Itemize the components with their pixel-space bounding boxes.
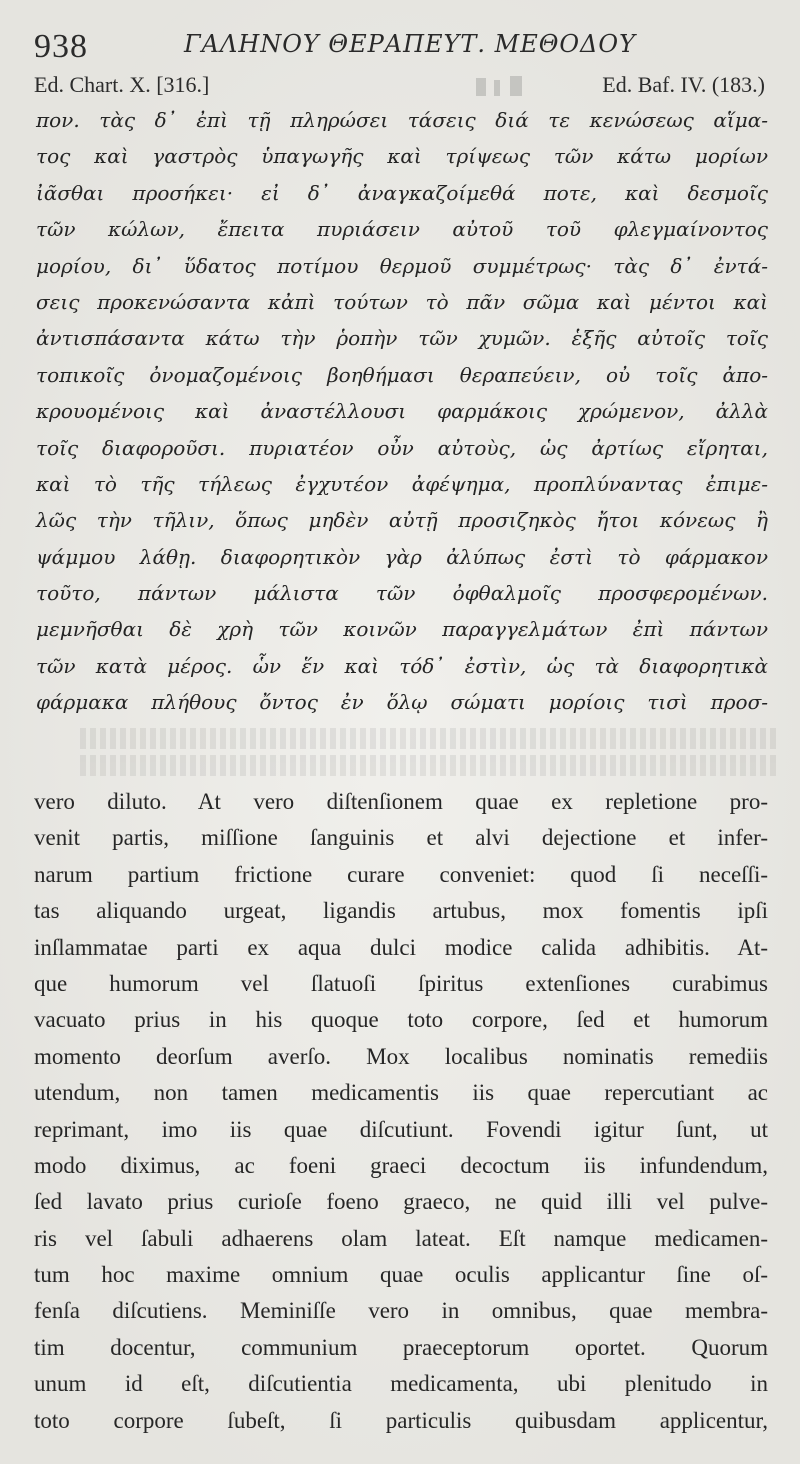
- bleed-through-text: [80, 722, 780, 782]
- latin-line: vero diluto. At vero diſtenſionem quae ex repletione pro-: [34, 789, 768, 814]
- latin-line: reprimant, imo iis quae diſcutiunt. Fovendi igitur ſunt, ut: [34, 1116, 768, 1142]
- greek-line: τοῦτο, πάντων μάλιστα τῶν ὀφθαλμοῖς προσφερομένων.: [36, 581, 768, 606]
- greek-line: καὶ τὸ τῆς τήλεως ἐγχυτέον ἀφέψημα, προπλύναντας ἐπιμε-: [36, 471, 768, 496]
- latin-line: modo diximus, ac foeni graeci decoctum iis infundendum,: [34, 1152, 768, 1178]
- latin-line: momento deorſum averſo. Mox localibus nominatis remediis: [34, 1043, 768, 1069]
- latin-line: ris vel ſabuli adhaerens olam lateat. Eſt namque medicamen-: [34, 1225, 768, 1251]
- latin-text-block: [34, 784, 768, 1439]
- latin-line: inſlammatae parti ex aqua dulci modice calida adhibitis. At-: [34, 934, 768, 960]
- greek-text-block: [36, 102, 768, 721]
- running-head: ΓΑΛΗΝΟΥ ΘΕΡΑΠΕΥΤ. ΜΕΘΟΔΟΥ: [184, 30, 636, 58]
- latin-line: tim docentur, communium praeceptorum oportet. Quorum: [34, 1334, 768, 1360]
- page-header: [0, 0, 800, 110]
- latin-line: toto corpore ſubeſt, ſi particulis quibusdam applicentur,: [34, 1407, 768, 1433]
- greek-line: ἰᾶσθαι προσήκει· εἰ δ᾽ ἀναγκαζοίμεθά ποτε, καὶ δεσμοῖς: [36, 180, 768, 205]
- latin-line: utendum, non tamen medicamentis iis quae repercutiant ac: [34, 1080, 768, 1106]
- greek-line: κρουομένοις καὶ ἀναστέλλουσι φαρμάκοις χρώμενον, ἀλλὰ: [36, 399, 768, 424]
- greek-line: πον. τὰς δ᾽ ἐπὶ τῇ πληρώσει τάσεις διά τε κενώσεως αἵμα-: [36, 108, 768, 132]
- greek-line: φάρμακα πλήθους ὄντος ἐν ὅλῳ σώματι μορίοις τισὶ προσ-: [36, 690, 768, 715]
- greek-line: λῶς τὴν τῆλιν, ὅπως μηδὲν αὐτῇ προσιζηκὸς ἤτοι κόνεως ἢ: [36, 508, 768, 533]
- latin-line: ſed lavato prius curioſe foeno graeco, ne quid illi vel pulve-: [34, 1189, 768, 1215]
- page-number: 938: [34, 28, 88, 65]
- greek-line: ψάμμου λάθῃ. διαφορητικὸν γὰρ ἀλύπως ἐστὶ τὸ φάρμακον: [36, 544, 768, 569]
- latin-line: venit partis, miſſione ſanguinis et alvi dejectione et infer-: [34, 825, 768, 851]
- greek-line: τῶν κατὰ μέρος. ὧν ἕν καὶ τόδ᾽ ἐστὶν, ὡς τὰ διαφορητικὰ: [36, 653, 768, 678]
- latin-line: tas aliquando urgeat, ligandis artubus, mox fomentis ipſi: [34, 898, 768, 924]
- latin-line: narum partium frictione curare conveniet: quod ſi neceſſi-: [34, 861, 768, 887]
- bleed-through-line: [80, 728, 780, 749]
- greek-line: μορίου, δι᾽ ὕδατος ποτίμου θερμοῦ συμμέτρως· τὰς δ᾽ ἐντά-: [36, 253, 768, 278]
- bleed-through-line: [80, 755, 780, 776]
- greek-line: τοπικοῖς ὀνομαζομένοις βοηθήμασι θεραπεύειν, οὐ τοῖς ἀπο-: [36, 362, 768, 387]
- greek-line: μεμνῆσθαι δὲ χρὴ τῶν κοινῶν παραγγελμάτων ἐπὶ πάντων: [36, 617, 768, 642]
- greek-line: τος καὶ γαστρὸς ὑπαγωγῆς καὶ τρίψεως τῶν κάτω μορίων: [36, 144, 768, 169]
- edition-reference-right: Ed. Baf. IV. (183.): [602, 72, 765, 97]
- latin-line: vacuato prius in his quoque toto corpore, ſed et humorum: [34, 1007, 768, 1033]
- latin-line: que humorum vel ſlatuoſi ſpiritus extenſiones curabimus: [34, 970, 768, 996]
- latin-line: fenſa diſcutiens. Meminiſſe vero in omnibus, quae membra-: [34, 1298, 768, 1324]
- latin-line: tum hoc maxime omnium quae oculis applicantur ſine oſ-: [34, 1262, 768, 1288]
- bleed-through-marks: [474, 72, 536, 102]
- greek-line: σεις προκενώσαντα κἀπὶ τούτων τὸ πᾶν σῶμα καὶ μέντοι καὶ: [36, 289, 768, 314]
- edition-reference-left: Ed. Chart. X. [316.]: [34, 72, 210, 97]
- greek-line: ἀντισπάσαντα κάτω τὴν ῥοπὴν τῶν χυμῶν. ἑξῆς αὐτοῖς τοῖς: [36, 326, 768, 351]
- greek-line: τῶν κώλων, ἔπειτα πυριάσειν αὐτοῦ τοῦ φλεγμαίνοντος: [36, 217, 768, 242]
- greek-line: τοῖς διαφοροῦσι. πυριατέον οὖν αὐτοὺς, ὡς ἀρτίως εἴρηται,: [36, 435, 768, 460]
- latin-line: unum id eſt, diſcutientia medicamenta, ubi plenitudo in: [34, 1371, 768, 1397]
